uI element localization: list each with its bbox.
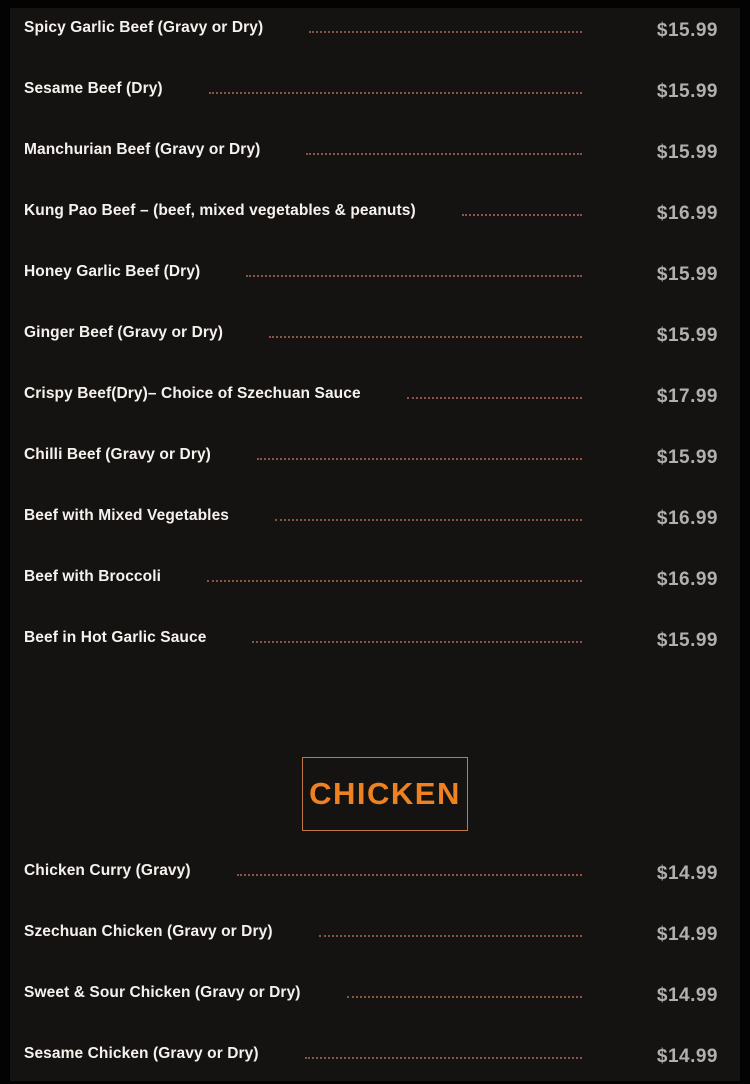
menu-item-row bbox=[10, 485, 740, 546]
menu-item-price: $14.99 bbox=[656, 984, 718, 1006]
menu-item-price: $17.99 bbox=[656, 385, 718, 407]
chicken-section-title: CHICKEN bbox=[309, 776, 461, 811]
dotted-leader bbox=[252, 641, 582, 643]
menu-item-price: $14.99 bbox=[656, 862, 718, 884]
menu-item-name: Beef with Broccoli bbox=[24, 567, 162, 585]
menu-item-row bbox=[10, 119, 740, 180]
menu-item-name: Beef in Hot Garlic Sauce bbox=[24, 628, 207, 646]
menu-item-price: $15.99 bbox=[656, 80, 718, 102]
menu-item-row bbox=[10, 1023, 740, 1084]
menu-item-name: Ginger Beef (Gravy or Dry) bbox=[24, 323, 223, 341]
menu-item-price: $14.99 bbox=[656, 923, 718, 945]
menu-item-name: Chicken Curry (Gravy) bbox=[24, 861, 191, 879]
menu-item-price: $15.99 bbox=[656, 141, 718, 163]
menu-item-name: Kung Pao Beef – (beef, mixed vegetables & peanuts) bbox=[24, 201, 416, 219]
menu-item-row bbox=[10, 180, 740, 241]
menu-item-name: Crispy Beef(Dry)– Choice of Szechuan Sauce bbox=[24, 384, 361, 402]
menu-item-name: Honey Garlic Beef (Dry) bbox=[24, 262, 201, 280]
menu-item-price: $15.99 bbox=[656, 629, 718, 651]
menu-item-price: $14.99 bbox=[656, 1045, 718, 1067]
chicken-items-list bbox=[10, 840, 740, 1084]
menu-item-price: $16.99 bbox=[656, 202, 718, 224]
dotted-leader bbox=[209, 92, 582, 94]
menu-item-name: Spicy Garlic Beef (Gravy or Dry) bbox=[24, 18, 264, 36]
menu-item-row bbox=[10, 840, 740, 901]
menu-item-row bbox=[10, 0, 740, 58]
menu-item-name: Manchurian Beef (Gravy or Dry) bbox=[24, 140, 261, 158]
menu-item-row bbox=[10, 302, 740, 363]
menu-item-row bbox=[10, 424, 740, 485]
menu-item-name: Beef with Mixed Vegetables bbox=[24, 506, 230, 524]
dotted-leader bbox=[319, 935, 582, 937]
menu-item-price: $16.99 bbox=[656, 507, 718, 529]
menu-item-row bbox=[10, 363, 740, 424]
beef-items-list bbox=[10, 0, 740, 668]
dotted-leader bbox=[246, 275, 582, 277]
menu-item-name: Sweet & Sour Chicken (Gravy or Dry) bbox=[24, 983, 301, 1001]
dotted-leader bbox=[257, 458, 582, 460]
dotted-leader bbox=[407, 397, 582, 399]
menu-item-name: Szechuan Chicken (Gravy or Dry) bbox=[24, 922, 273, 940]
menu-item-name: Sesame Beef (Dry) bbox=[24, 79, 163, 97]
menu-item-price: $15.99 bbox=[656, 324, 718, 346]
menu-item-row bbox=[10, 962, 740, 1023]
dotted-leader bbox=[306, 153, 582, 155]
chicken-section-title-box bbox=[302, 757, 468, 831]
dotted-leader bbox=[269, 336, 582, 338]
dotted-leader bbox=[207, 580, 582, 582]
dotted-leader bbox=[309, 31, 582, 33]
menu-panel bbox=[10, 8, 740, 1081]
menu-item-name: Sesame Chicken (Gravy or Dry) bbox=[24, 1044, 259, 1062]
menu-item-price: $16.99 bbox=[656, 568, 718, 590]
dotted-leader bbox=[237, 874, 582, 876]
menu-item-name: Chilli Beef (Gravy or Dry) bbox=[24, 445, 211, 463]
dotted-leader bbox=[347, 996, 582, 998]
dotted-leader bbox=[305, 1057, 582, 1059]
menu-item-row bbox=[10, 546, 740, 607]
menu-item-price: $15.99 bbox=[656, 446, 718, 468]
menu-item-price: $15.99 bbox=[656, 263, 718, 285]
dotted-leader bbox=[462, 214, 582, 216]
menu-item-price: $15.99 bbox=[656, 19, 718, 41]
menu-item-row bbox=[10, 901, 740, 962]
menu-item-row bbox=[10, 58, 740, 119]
menu-item-row bbox=[10, 241, 740, 302]
chicken-section-header bbox=[10, 757, 740, 831]
menu-item-row bbox=[10, 607, 740, 668]
dotted-leader bbox=[275, 519, 582, 521]
